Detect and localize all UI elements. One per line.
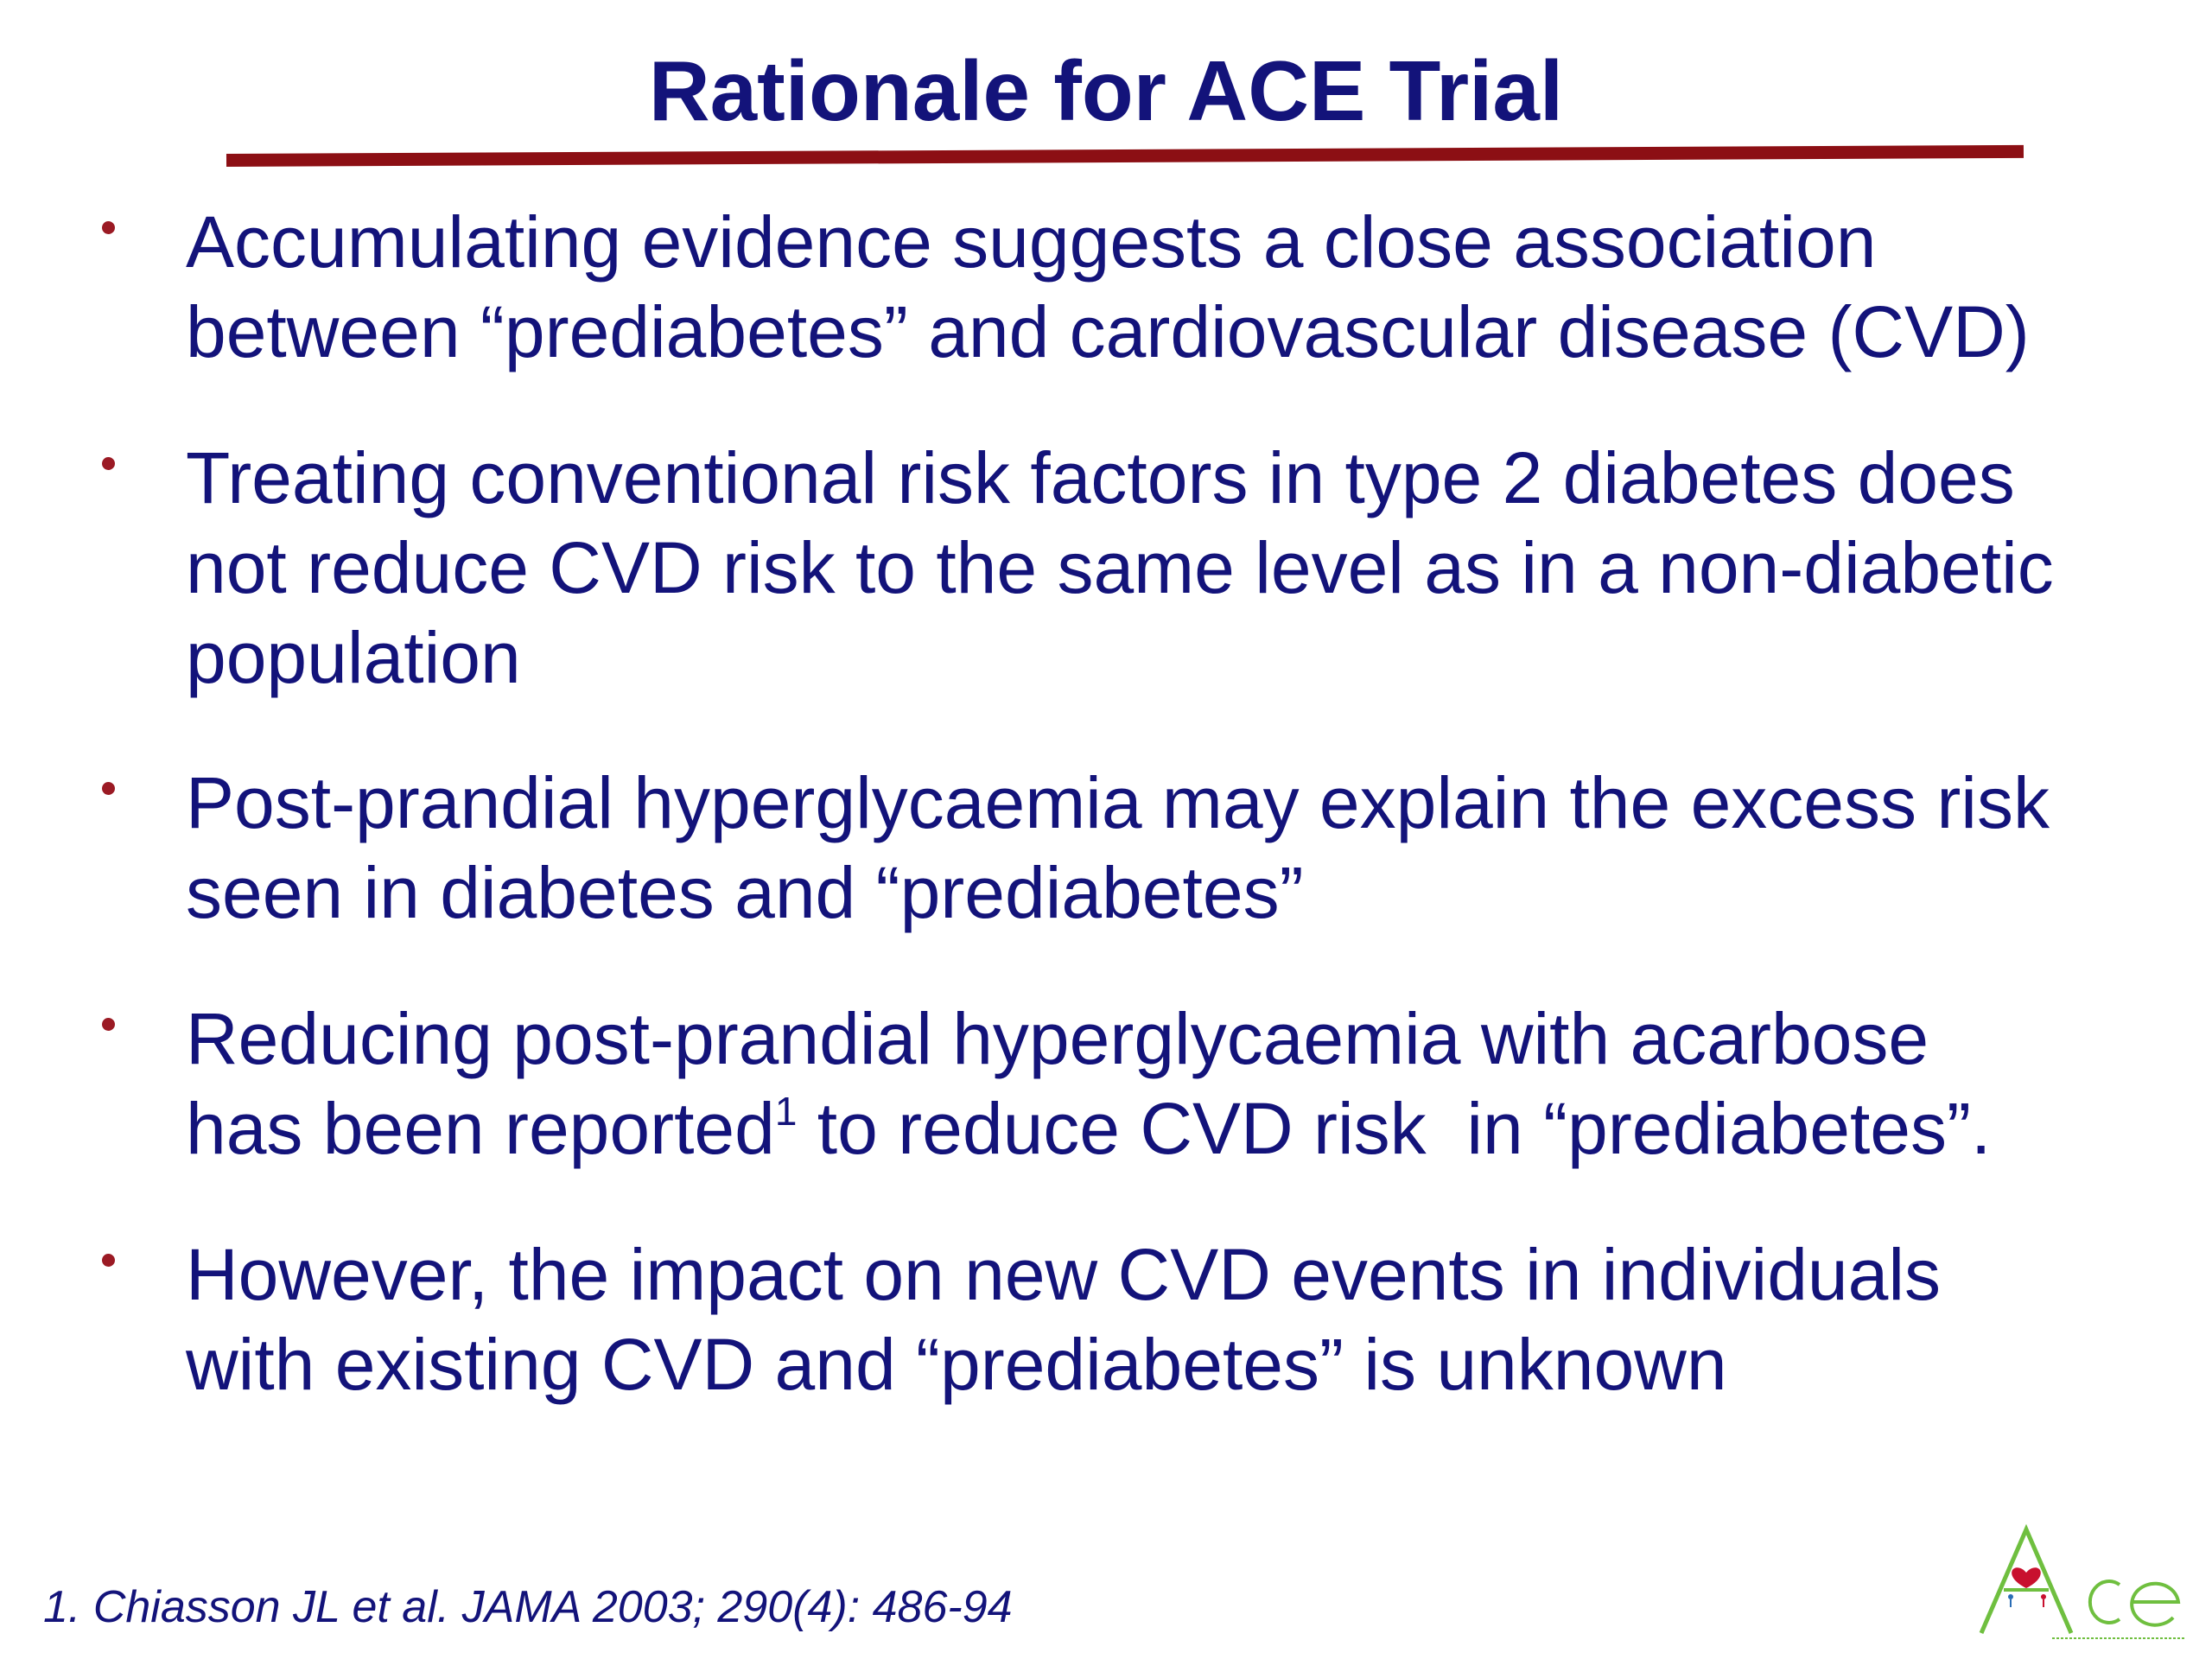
bullet-line: population	[186, 617, 521, 698]
bullet-dot-icon	[102, 221, 115, 234]
logo-letter-c	[2090, 1581, 2120, 1623]
bullet-line: not reduce CVD risk to the same level as in a non-diabetic	[186, 527, 2054, 608]
bullet-line: between “prediabetes” and cardiovascular disease (CVD)	[186, 291, 2030, 372]
bullet-line: Treating conventional risk factors in type 2 diabetes does	[186, 437, 2015, 518]
bullet-line-part: has been reported	[186, 1088, 775, 1169]
bullet-line: Reducing post-prandial hyperglycaemia with acarbose	[186, 998, 1929, 1079]
ace-logo	[1974, 1522, 2190, 1643]
ace-logo-graphic	[1974, 1522, 2190, 1643]
person-icon	[2008, 1594, 2013, 1599]
logo-letter-e	[2132, 1584, 2178, 1625]
bullet-dot-icon	[102, 782, 115, 795]
bullet-line: Post-prandial hyperglycaemia may explain the excess risk	[186, 762, 2050, 843]
bullet-dot-icon	[102, 1254, 115, 1267]
bullet-text	[186, 197, 2173, 377]
bullet-text	[186, 1230, 2173, 1409]
person-icon	[2041, 1594, 2046, 1599]
citation-superscript: 1	[774, 1089, 798, 1134]
bullet-dot-icon	[102, 1018, 115, 1031]
bullet-text	[186, 758, 2173, 938]
heart-icon	[2012, 1567, 2041, 1588]
bullet-text	[186, 994, 2173, 1173]
bullet-line: However, the impact on new CVD events in individuals	[186, 1234, 1942, 1315]
bullet-line: with existing CVD and “prediabetes” is unknown	[186, 1324, 1727, 1405]
bullet-text	[186, 433, 2173, 702]
slide-title: Rationale for ACE Trial	[648, 43, 1564, 138]
bullet-line: seen in diabetes and “prediabetes”	[186, 852, 1304, 933]
bullet-dot-icon	[102, 457, 115, 470]
bullet-line: Accumulating evidence suggests a close association	[186, 201, 1877, 283]
bullet-line	[186, 1084, 2173, 1173]
bullet-line-part: to reduce CVD risk in “prediabetes”.	[797, 1088, 1992, 1169]
footnote-citation: 1. Chiasson JL et al. JAMA 2003; 290(4): 486-94	[43, 1582, 1013, 1632]
